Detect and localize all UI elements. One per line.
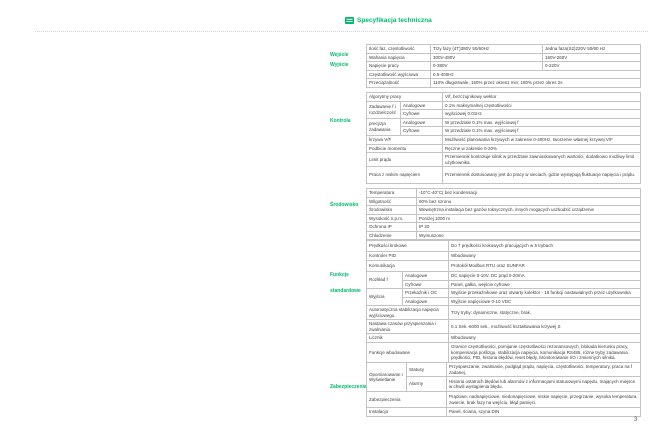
value-cell: Protokół Modbus RTU oraz SUNFAR — [449, 261, 641, 272]
value-cell: Ręczne w zakresie 0-20% — [443, 144, 641, 153]
table-row — [367, 110, 641, 119]
value-cell: Przemiennik dostosowany jest do pracy w sieciach, gdzie występują fluktuacje napięcia i prądu. — [443, 167, 641, 184]
row-label-cell: Praca z niskim napięciem — [367, 167, 443, 184]
row-label-cell: Automatyczna stabilizacja napięcia wyjściowego. — [367, 306, 449, 320]
row-label-cell: Kontroler PID — [367, 252, 449, 261]
table-row — [367, 252, 641, 261]
row-label-cell: Ochrona IP — [367, 223, 417, 232]
row-label-cell: Środowisko — [367, 206, 417, 215]
row-label-cell: Opomiarowanie i Wyświetlanie — [367, 363, 407, 392]
value-cell: V/f, bezczujnikowy wektor — [443, 93, 641, 102]
table-row — [367, 408, 641, 417]
value-cell: Do 7 prędkości krokowych pracujących w 5 trybach — [449, 241, 641, 252]
value-cell: Panel, ściana, szyna DIN — [447, 408, 641, 417]
row-label-cell: Cyfrowe — [403, 280, 449, 289]
header-divider — [35, 31, 648, 32]
value-cell: Trzy tryby: dynamiczne, statyczne, brak. — [449, 306, 641, 320]
row-label-cell: Wyjścia — [367, 289, 403, 306]
table-row — [367, 135, 641, 144]
section-label-line: standardowe — [330, 288, 361, 294]
spec-table-zabezpieczenia — [366, 362, 641, 417]
row-label-cell: Chłodzenie — [367, 231, 417, 240]
value-cell: Historia ostatnich błędów lub alarmów z informacjami statusowymi napędu, mających miejsce w chwili wystąpienia błędu. — [447, 377, 641, 392]
table-row — [367, 334, 641, 343]
table-row — [367, 189, 641, 198]
table-row — [367, 70, 641, 79]
row-label-cell: Algorytmy pracy — [367, 93, 443, 102]
row-label-cell: Prędkości krokowe — [367, 241, 449, 252]
table-row — [367, 167, 641, 184]
table-row — [367, 289, 641, 298]
row-label-cell: Ilość faz, częstotliwość — [367, 45, 431, 54]
row-label-cell: krzywa V/F — [367, 135, 443, 144]
table-row — [367, 223, 641, 232]
row-label-cell: Komunikacja — [367, 261, 449, 272]
row-label-cell: Nastawa czasów przyspieszania i zwalniania — [367, 320, 449, 334]
row-label-cell: Wilgotność — [367, 197, 417, 206]
value-cell: Statusy — [407, 363, 447, 377]
spec-table-kontrola — [366, 92, 641, 184]
table-row — [367, 144, 641, 153]
value-cell: -10°C-40°C( bez kondensacji — [417, 189, 641, 198]
section-label-line: Kontrola — [330, 118, 351, 124]
section-label-line: Wyjście — [330, 62, 349, 68]
value-cell: 0.1% maksymalnej częstotliwości — [443, 101, 641, 110]
table-row — [367, 241, 641, 252]
row-label-cell: Cyfrowe — [401, 110, 443, 119]
row-label-cell: Zabezpieczenia — [367, 392, 447, 408]
row-label-cell: Wahania napięcia — [367, 53, 431, 62]
row-label-cell: Zadawanie f i rozdzielczość — [367, 101, 401, 118]
table-row — [367, 45, 641, 54]
table-row — [367, 118, 641, 127]
spec-table-funkcje-standardowe — [366, 240, 641, 363]
table-row — [367, 53, 641, 62]
table-row — [367, 377, 641, 392]
value-cell: Przemiennik kontroluje silnik w przedziale zawnioskowanych wartości, dodatkowo możliwy limit użytkownika. — [443, 153, 641, 167]
value-cell: Trzy fazy (4T)380V 50/60Hz — [431, 45, 543, 54]
value-cell: 160V-260V — [543, 53, 641, 62]
value-cell: Wymuszone — [417, 231, 641, 240]
table-row — [367, 127, 641, 136]
row-label-cell: precyzja zadawania — [367, 118, 401, 135]
value-cell: W przedziale 0.1% max. wyjściowej f — [443, 118, 641, 127]
row-label-cell: Częstotliwość wyjściowa — [367, 70, 431, 79]
row-label-cell: Limit prądu — [367, 153, 443, 167]
page-number: 3 — [634, 417, 638, 423]
table-row — [367, 272, 641, 281]
table-row — [367, 79, 641, 88]
table-row — [367, 206, 641, 215]
row-label-cell: Instalacja — [367, 408, 447, 417]
row-label-cell: Napięcie pracy — [367, 62, 431, 71]
value-cell: IP 20 — [417, 223, 641, 232]
value-cell: Jedna faza(S2)220V 50/60 Hz — [543, 45, 641, 54]
row-label-cell: Temperatura — [367, 189, 417, 198]
table-row — [367, 343, 641, 363]
table-row — [367, 214, 641, 223]
value-cell: Analogowe — [401, 118, 443, 127]
value-cell: Możliwość planowania krzywych w zakresie 0-400Hz, tworzenie własnej krzywej V/F — [443, 135, 641, 144]
row-label-cell: Podbicie momentu — [367, 144, 443, 153]
value-cell: 0-380V — [431, 62, 543, 71]
spec-table-wejscie-wyjscie — [366, 44, 641, 88]
table-row — [367, 363, 641, 377]
value-cell: Panel, gałka, wejście cyfrowe — [449, 280, 641, 289]
table-row — [367, 231, 641, 240]
table-row — [367, 320, 641, 334]
value-cell: 0.1 Sek.-6000 sek., możliwość kształtowania krzywej S — [449, 320, 641, 334]
value-cell: wyjściowej 0.01Hz — [443, 110, 641, 119]
table-row — [367, 93, 641, 102]
table-row — [367, 306, 641, 320]
table-row — [367, 153, 641, 167]
row-label-cell: Analogowe — [403, 297, 449, 306]
value-cell: DC napięcie 0-10V, DC prąd 0-20mA — [449, 272, 641, 281]
value-cell: Analogowe — [403, 272, 449, 281]
value-cell: W przedziale 0.1% max. wyjściowej f — [443, 127, 641, 136]
value-cell: Przyspieszanie, zwalnianie, podgląd prądu, napięcia, częstotliwości, temperatury, praca na f zadanej, — [447, 363, 641, 377]
value-cell: 0.5-400Hz — [431, 70, 641, 79]
value-cell: 90% bez szronu — [417, 197, 641, 206]
row-label-cell: Wysokość n.p.m. — [367, 214, 417, 223]
value-cell: 300V-480V — [431, 53, 543, 62]
row-label-cell: Przeciążalność — [367, 79, 431, 88]
table-row — [367, 280, 641, 289]
table-row — [367, 297, 641, 306]
value-cell: Poniżej 1000 m — [417, 214, 641, 223]
table-row — [367, 261, 641, 272]
value-cell: Wbudowany — [449, 334, 641, 343]
row-label-cell: Funkcje wbudowane — [367, 343, 449, 363]
value-cell: Wyjście przekaźnikowe oraz otwarty kolektor - 18 funkcji nastawialnych przez użytkownika — [449, 289, 641, 298]
value-cell: Wewnętrzna instalacja bez gazów toksycznych, innych mogących uszkodzić urządzenie — [417, 206, 641, 215]
value-cell: Wbudowany — [449, 252, 641, 261]
table-row — [367, 392, 641, 408]
section-header — [345, 17, 432, 24]
table-row — [367, 197, 641, 206]
spec-grid-icon — [345, 17, 354, 24]
table-row — [367, 101, 641, 110]
value-cell: Wyjście napięciowe 0-10 VDC — [449, 297, 641, 306]
value-cell: 110% długotrwale, 150% przez okres1 min; 180% przez okres 2s — [431, 79, 641, 88]
section-label-line: Wejście — [330, 52, 349, 58]
table-row — [367, 62, 641, 71]
row-label-cell: Licznik — [367, 334, 449, 343]
value-cell: Przekaźnik i OC — [403, 289, 449, 298]
value-cell: 0-220V — [543, 62, 641, 71]
row-label-cell: Alarmy — [407, 377, 447, 392]
page-title: Specyfikacja techniczna — [357, 17, 432, 24]
row-label-cell: Cyfrowe — [401, 127, 443, 136]
value-cell: Prądowe, nadnapięciowe, niedonapięciowe, niskie napięcie, przegrzanie, wysoka temperatura, zwarcie, brak fazy na wejściu, błąd pamięci. — [447, 392, 641, 408]
section-label-line: Zabezpieczenia — [330, 384, 367, 390]
spec-table-srodowisko — [366, 188, 641, 240]
section-label-line: Funkcje — [330, 272, 349, 278]
section-label-line: Środowisko — [330, 202, 359, 208]
value-cell: Analogowe — [401, 101, 443, 110]
row-label-cell: Rozkład f — [367, 272, 403, 289]
value-cell: Granice częstotliwości, pomijanie częstotliwości rezonansowych, blokada kierunku pracy, kompensacja poślizgu, stabilizacja napięcia, komunikacja RS485, różne tryby zadawania prędkości, PID, historia błędów, reset błędy, Monitorowanie I/O i zmiennych silnika. — [449, 343, 641, 363]
